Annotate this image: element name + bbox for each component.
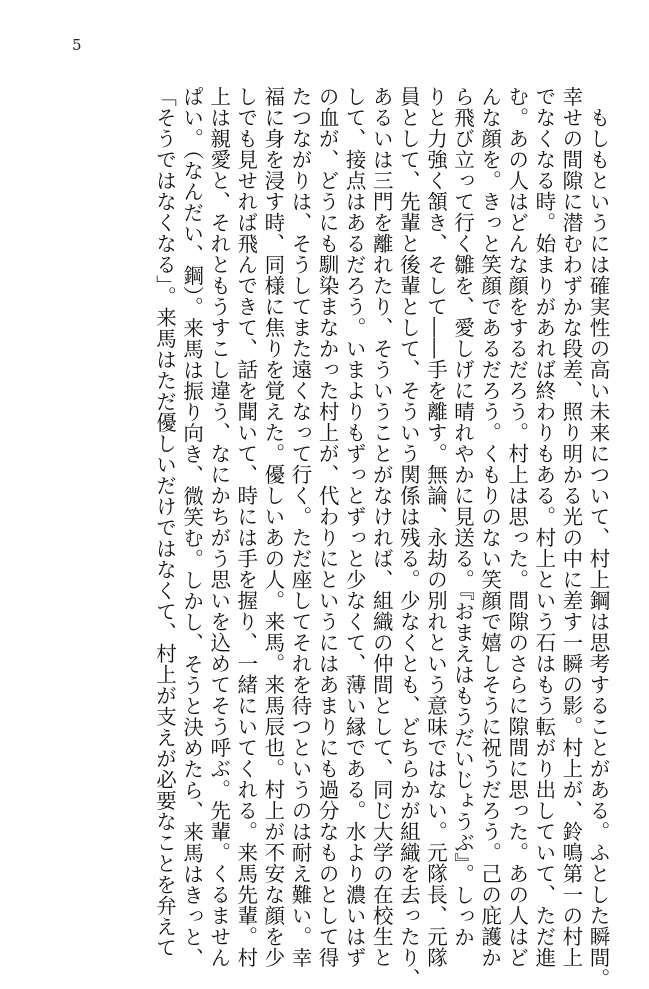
text-line: でなくなる時。始まりがあれば終わりもある。村上という石はもう転がり出していて、ただ進 — [531, 86, 556, 968]
text-line: む。あの人はどんな顔をするだろう。村上は思った。間隙のさらに隙間に思った。あの人はど — [504, 86, 529, 968]
text-line: しでも見せれば飛んできて、話を聞いて、時には手を握り、一緒にいてくれる。来馬先輩。村 — [233, 86, 258, 968]
text-line: 福に身を浸す時、同様に焦りを覚えた。優しいあの人。来馬。来馬辰也。村上が不安な顔を少 — [260, 86, 285, 968]
text-line: して、接点はあるだろう。いまよりもずっとずっと少なくて、薄い縁である。水より濃いはず — [342, 86, 367, 968]
body-text — [150, 86, 611, 989]
text-line: もしもというには確実性の高い未来について、村上鋼は思考することがある。ふとした瞬間。 — [586, 86, 610, 989]
text-line: んな顔を。きっと笑顔であるだろう。くもりのない笑顔で嬉しそうに祝うだろう。己の庇護か — [477, 86, 502, 968]
page-number: 5 — [72, 36, 82, 54]
text-line: りと力強く頷き、そして――手を離す。無論、永劫の別れという意味ではない。元隊長、元隊 — [423, 86, 448, 968]
text-line: あるいは三門を離れたり、そういうことがなければ、組織の仲間として、同じ大学の在校生と — [369, 86, 394, 968]
text-line: 幸せの間隙に潜むわずかな段差、照り明かる光の中に差す一瞬の影。村上が、鈴鳴第一の村上 — [558, 86, 583, 968]
text-line: ら飛び立って行く雛を、愛しげに晴れやかに見送る。『おまえはもうだいじょうぶ』。しっか — [450, 86, 475, 948]
text-line: たつながりは、そうしてまた遠くなって行く。ただ座してそれを待つというのは耐え難い。幸 — [287, 86, 312, 968]
text-line: 「そうではなくなる」。来馬はただ優しいだけではなくて、村上が支えが必要なことを弁えて — [152, 86, 177, 958]
text-line: 員として、先輩と後輩として、そういう関係は残る。少なくとも、どちらかが組織を去ったり、 — [396, 86, 421, 989]
text-line: ぱい。（なんだい、鋼）。来馬は振り向き、微笑む。しかし、そうと決めたら、来馬はきっと、 — [179, 86, 204, 969]
text-line: の血が、どうにも馴染まなかった村上が、代わりにというにはあまりにも過分なものとして得 — [315, 86, 340, 968]
text-line: 上は親愛と、それともうすこし違う、なにかちがう思いを込めてそう呼ぶ。先輩。くるません — [206, 86, 231, 968]
